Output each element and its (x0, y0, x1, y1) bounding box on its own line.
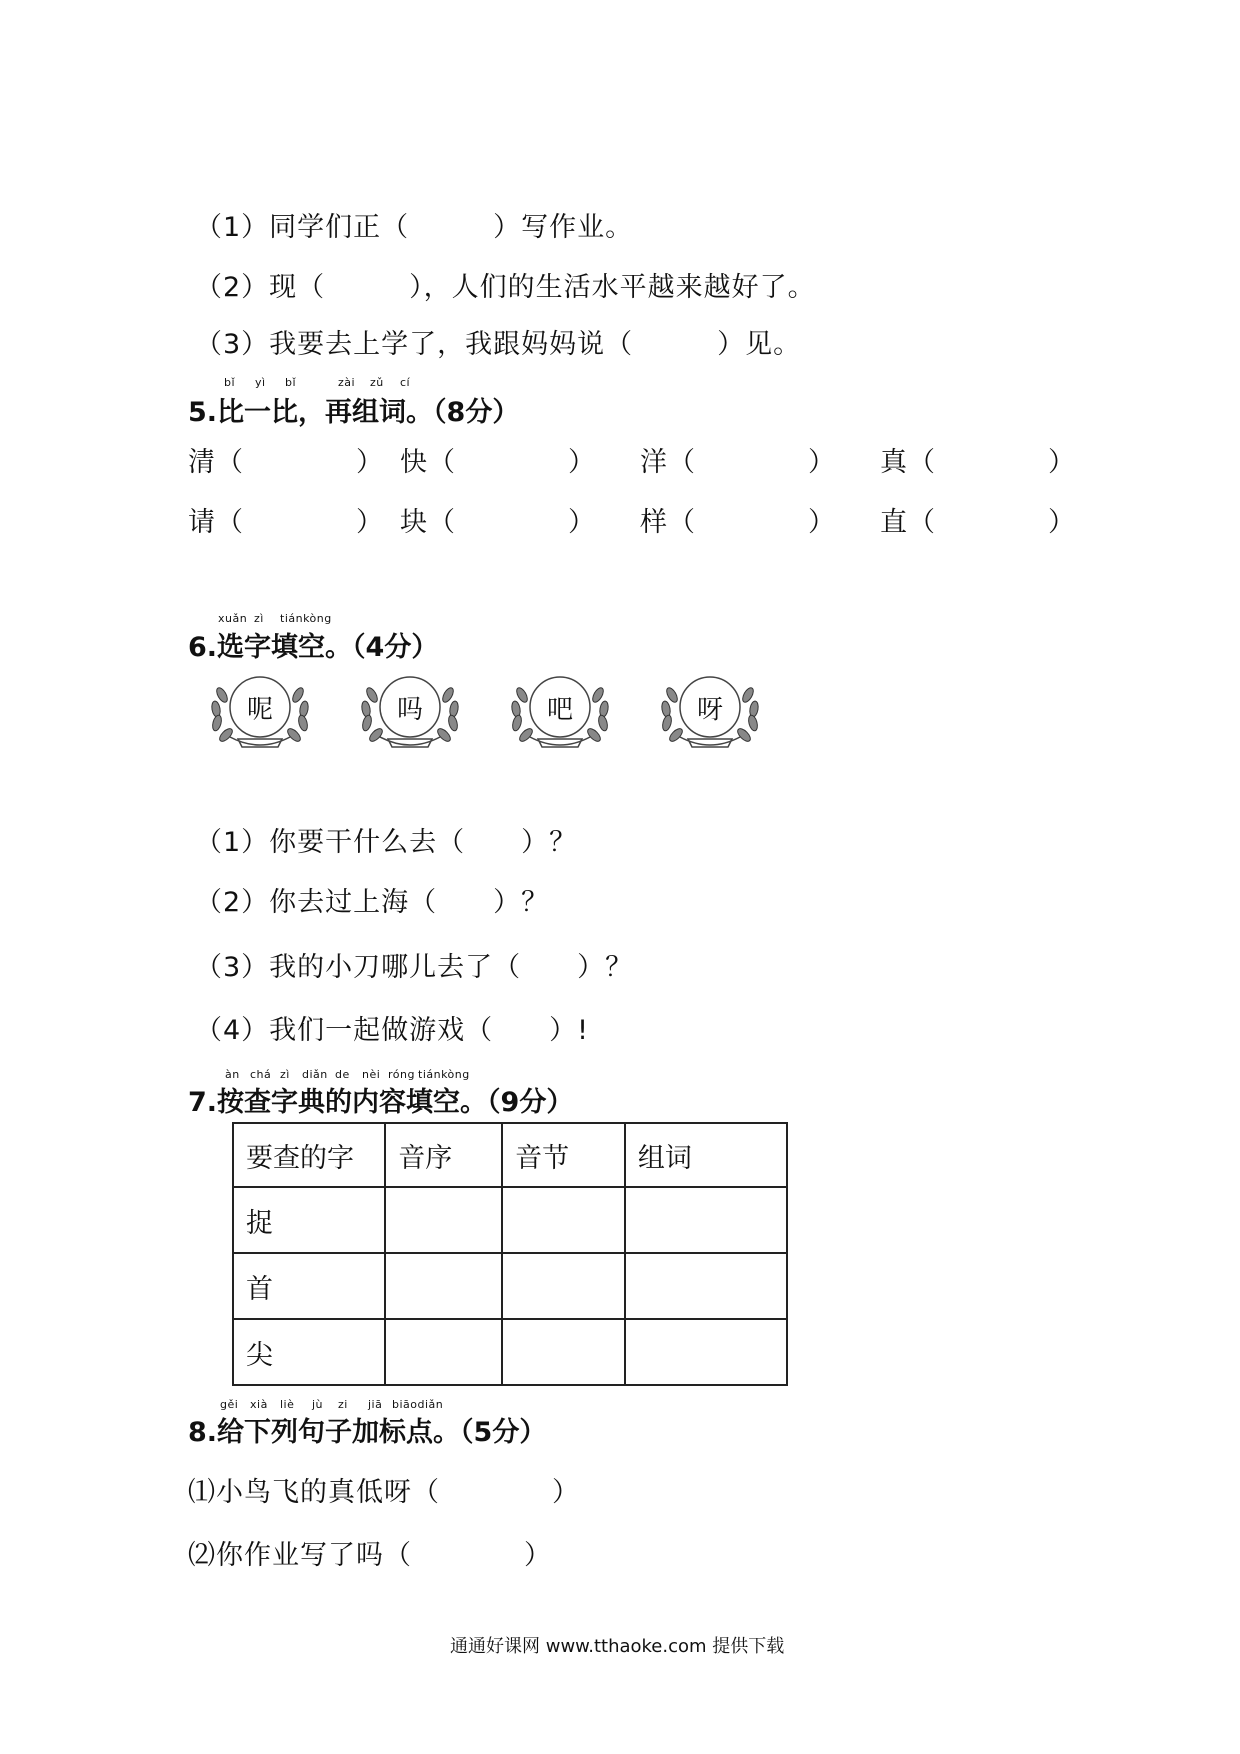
s8-pinyin-jia: jiā (368, 1398, 383, 1411)
dictionary-table (232, 1122, 788, 1386)
table-cell-input[interactable] (385, 1319, 502, 1385)
choice-char: 呢 (246, 695, 273, 725)
table-cell-char: 尖 (233, 1319, 385, 1385)
s7-pinyin-tiankong: tiánkòng (418, 1068, 470, 1081)
s5-pinyin-zai: zài (338, 376, 356, 389)
table-header: 音序 (385, 1123, 502, 1187)
s7-pinyin-rong: róng (388, 1068, 415, 1081)
s6-item-3: （3）我的小刀哪儿去了（ ）？ (195, 952, 634, 983)
s6-item-4: （4）我们一起做游戏（ ）! (195, 1015, 590, 1046)
s5-pinyin-yi: yì (255, 376, 266, 389)
table-row (233, 1253, 787, 1319)
choice-badge-ne (200, 665, 320, 765)
s5-pinyin-bi2: bǐ (285, 376, 297, 389)
choice-badge-ba (500, 665, 620, 765)
s8-pinyin-biaodian: biāodiǎn (392, 1398, 444, 1411)
s8-pinyin-ju: jù (312, 1398, 324, 1411)
s5-word-kuai: 快（ ） (400, 447, 596, 478)
s8-pinyin-gei: gěi (220, 1398, 239, 1411)
s8-item-2: ⑵你作业写了吗（ ） (188, 1540, 552, 1571)
table-header: 组词 (625, 1123, 787, 1187)
s5-word-kuai2: 块（ ） (400, 507, 596, 538)
s5-word-qing2: 请（ ） (188, 507, 384, 538)
s8-pinyin-zi: zi (338, 1398, 348, 1411)
s6-item-2: （2）你去过上海（ ）？ (195, 887, 550, 918)
s5-word-zhen: 真（ ） (880, 447, 1076, 478)
s5-pinyin-ci: cí (400, 376, 411, 389)
s5-word-qing: 清（ ） (188, 447, 384, 478)
s5-word-yang: 洋（ ） (640, 447, 836, 478)
table-header: 音节 (502, 1123, 625, 1187)
s5-pinyin-bi1: bǐ (224, 376, 236, 389)
s4-item-1: （1）同学们正（ ）写作业。 (195, 212, 634, 243)
table-cell-input[interactable] (625, 1319, 787, 1385)
table-cell-char: 首 (233, 1253, 385, 1319)
s6-pinyin-tiankong: tiánkòng (280, 612, 332, 625)
choice-char: 呀 (696, 695, 723, 725)
table-cell-input[interactable] (385, 1187, 502, 1253)
table-cell-char: 捉 (233, 1187, 385, 1253)
s6-pinyin-xuan: xuǎn (218, 612, 248, 625)
table-cell-input[interactable] (502, 1253, 625, 1319)
table-cell-input[interactable] (625, 1187, 787, 1253)
s7-title: 7.按查字典的内容填空。（9分） (188, 1087, 574, 1118)
s8-title: 8.给下列句子加标点。（5分） (188, 1417, 547, 1448)
s7-pinyin-de: de (335, 1068, 350, 1081)
s5-title: 5.比一比，再组词。（8分） (188, 397, 520, 428)
table-cell-input[interactable] (625, 1253, 787, 1319)
s7-pinyin-zi: zì (280, 1068, 290, 1081)
table-row (233, 1187, 787, 1253)
table-row (233, 1319, 787, 1385)
s8-item-1: ⑴小鸟飞的真低呀（ ） (188, 1477, 580, 1508)
table-cell-input[interactable] (385, 1253, 502, 1319)
choice-char: 吗 (396, 695, 423, 725)
s5-pinyin-zu: zǔ (370, 376, 384, 389)
s7-pinyin-cha: chá (250, 1068, 272, 1081)
s5-word-zhi: 直（ ） (880, 507, 1076, 538)
choice-badge-ma (350, 665, 470, 765)
s4-item-3: （3）我要去上学了，我跟妈妈说（ ）见。 (195, 329, 802, 360)
s8-pinyin-lie: liè (280, 1398, 295, 1411)
s5-word-yang2: 样（ ） (640, 507, 836, 538)
s4-item-2: （2）现（ ），人们的生活水平越来越好了。 (195, 272, 816, 303)
choice-char: 吧 (546, 695, 573, 725)
s6-item-1: （1）你要干什么去（ ）？ (195, 827, 578, 858)
s6-pinyin-zi: zì (254, 612, 264, 625)
table-cell-input[interactable] (502, 1319, 625, 1385)
footer-credit: 通通好课网 www.tthaoke.com 提供下载 (450, 1636, 785, 1657)
choice-badge-ya (650, 665, 770, 765)
s6-title: 6.选字填空。（4分） (188, 632, 439, 663)
s7-pinyin-an: àn (225, 1068, 240, 1081)
s7-pinyin-nei: nèi (362, 1068, 381, 1081)
table-header: 要查的字 (233, 1123, 385, 1187)
s7-pinyin-dian: diǎn (302, 1068, 328, 1081)
s8-pinyin-xia: xià (250, 1398, 268, 1411)
table-cell-input[interactable] (502, 1187, 625, 1253)
